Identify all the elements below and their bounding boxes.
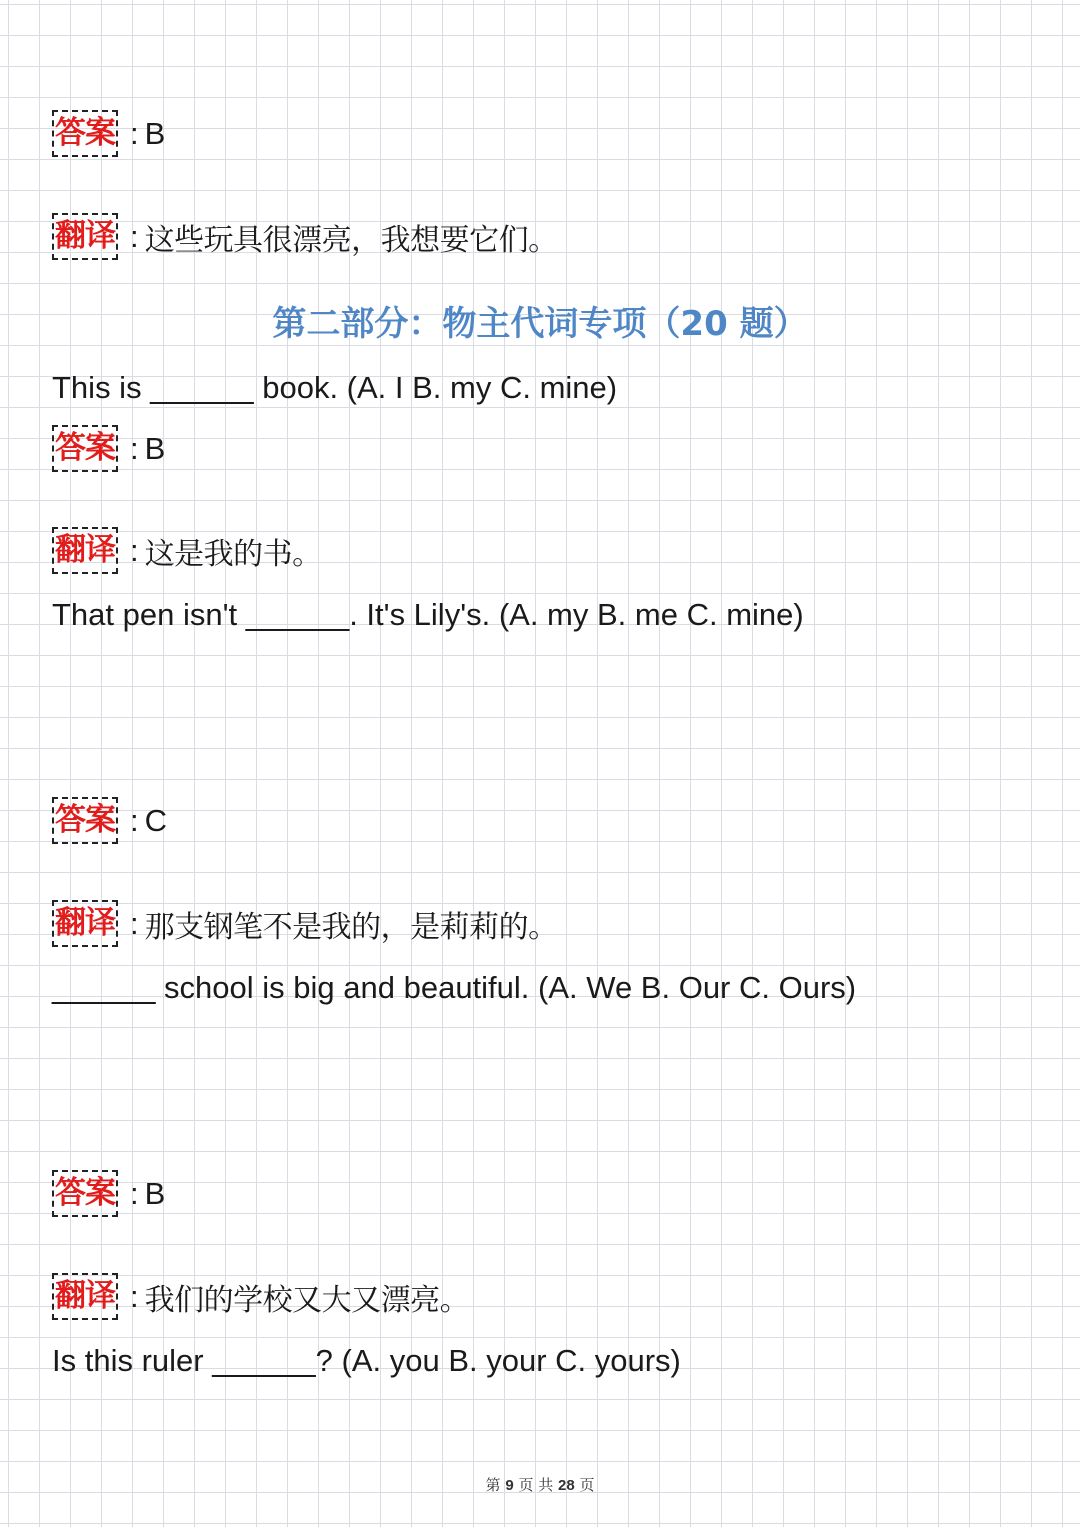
translation-line bbox=[52, 213, 558, 260]
answer-label: 答案 bbox=[52, 110, 118, 157]
answer-value: C bbox=[144, 802, 168, 838]
question-text: ______ school is big and beautiful. (A. We B. Our C. Ours) bbox=[52, 970, 857, 1005]
question-text: Is this ruler ______? (A. you B. your C. yours) bbox=[52, 1343, 681, 1378]
translation-label: 翻译 bbox=[52, 527, 118, 574]
translation-colon: : bbox=[130, 905, 139, 941]
translation-label: 翻译 bbox=[52, 1273, 118, 1320]
translation-colon: : bbox=[130, 218, 139, 254]
question-text: That pen isn't ______. It's Lily's. (A. my B. me C. mine) bbox=[52, 597, 804, 632]
translation-colon: : bbox=[130, 532, 139, 568]
answer-line bbox=[52, 110, 165, 157]
answer-label: 答案 bbox=[52, 1170, 118, 1217]
footer-middle: 页 共 bbox=[518, 1476, 554, 1494]
translation-line bbox=[52, 1273, 469, 1320]
translation-label: 翻译 bbox=[52, 900, 118, 947]
answer-line bbox=[52, 1170, 165, 1217]
translation-text: 我们的学校又大又漂亮。 bbox=[144, 1282, 470, 1318]
footer-page-number: 9 bbox=[505, 1477, 514, 1494]
answer-colon: : bbox=[130, 802, 139, 838]
translation-label: 翻译 bbox=[52, 213, 118, 260]
answer-line bbox=[52, 797, 167, 844]
page-footer bbox=[0, 1474, 1080, 1495]
translation-text: 那支钢笔不是我的，是莉莉的。 bbox=[144, 909, 558, 945]
answer-colon: : bbox=[130, 1175, 139, 1211]
section-title: 第二部分：物主代词专项（20 题） bbox=[272, 304, 808, 344]
answer-value: B bbox=[144, 430, 166, 466]
answer-label: 答案 bbox=[52, 425, 118, 472]
translation-text: 这是我的书。 bbox=[144, 536, 322, 572]
answer-value: B bbox=[144, 1175, 166, 1211]
footer-suffix: 页 bbox=[579, 1476, 595, 1494]
translation-colon: : bbox=[130, 1278, 139, 1314]
answer-colon: : bbox=[130, 430, 139, 466]
question-text: This is ______ book. (A. I B. my C. mine) bbox=[52, 370, 618, 405]
footer-page-total: 28 bbox=[558, 1477, 575, 1494]
footer-prefix: 第 bbox=[485, 1476, 501, 1494]
answer-label: 答案 bbox=[52, 797, 118, 844]
answer-value: B bbox=[144, 115, 166, 151]
answer-line bbox=[52, 425, 165, 472]
answer-colon: : bbox=[130, 115, 139, 151]
translation-line bbox=[52, 900, 558, 947]
translation-line bbox=[52, 527, 322, 574]
translation-text: 这些玩具很漂亮，我想要它们。 bbox=[144, 222, 558, 258]
